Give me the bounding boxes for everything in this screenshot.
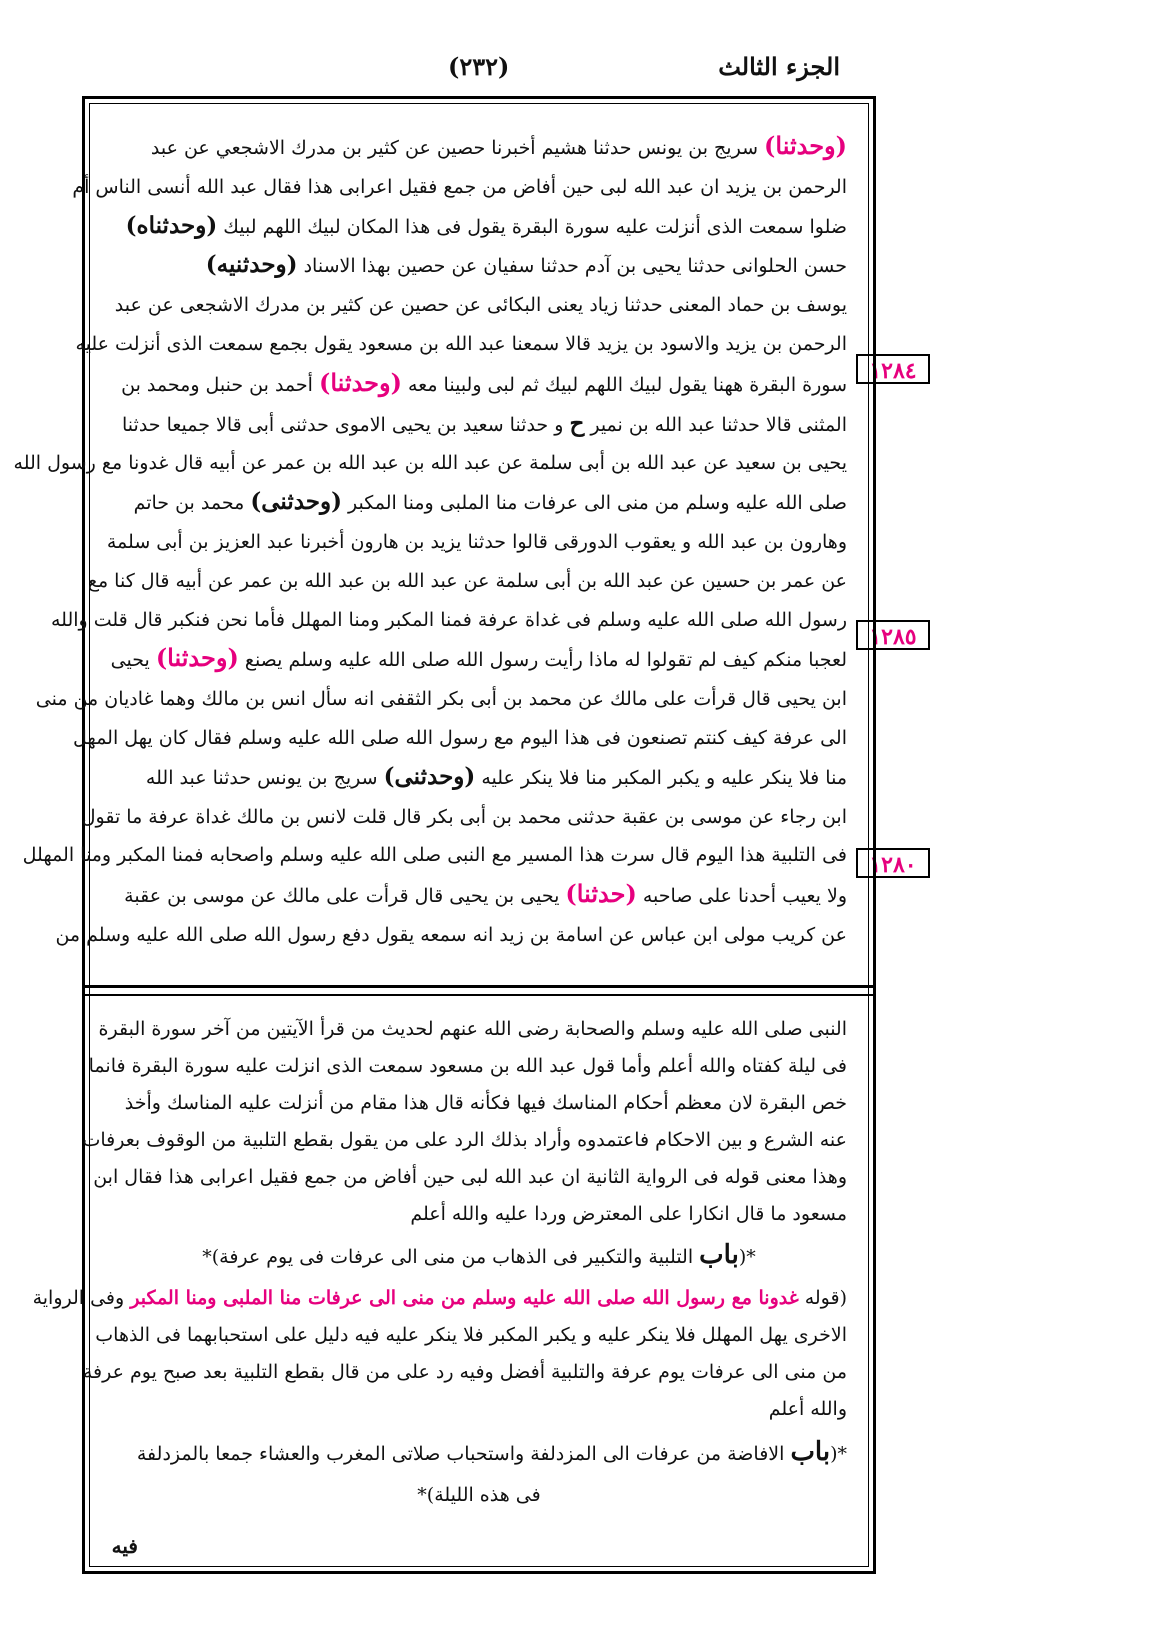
text-line: الرحمن بن يزيد والاسود بن يزيد قالا سمعنا عبد الله بن مسعود يقول بجمع سمعت الذى أنزلت عليه	[75, 332, 847, 355]
text-line: (قوله غدونا مع رسول الله صلى الله عليه وسلم من منى الى عرفات منا الملبى ومنا المكبر وفى الرواية	[32, 1287, 847, 1309]
keyword-haddathani: (وحدثنى)	[383, 762, 476, 790]
keyword-haddathanihi: (وحدثنيه)	[205, 251, 298, 279]
text-line: لعجبا منكم كيف لم تقولوا له ماذا رأيت رسول الله صلى الله عليه وسلم يصنع (وحدثنا) يحيى	[110, 643, 847, 673]
text-line: ضلوا سمعت الذى أنزلت عليه سورة البقرة يقول فى هذا المكان لبيك اللهم لبيك (وحدثناه)	[125, 211, 847, 239]
keyword-haddathana: (حدثنا)	[565, 879, 637, 909]
bab-word: باب	[699, 1240, 739, 1270]
hadith-number-1285: ١٢٨٥	[856, 620, 930, 650]
tahwil-mark: ح	[569, 409, 585, 437]
chapter-heading: *(باب التلبية والتكبير فى الذهاب من منى الى عرفات فى يوم عرفة)*	[202, 1240, 756, 1270]
hadith-text-block	[13, 127, 847, 955]
text-line: سورة البقرة ههنا يقول لبيك اللهم لبيك ثم لبى ولبينا معه (وحدثنا) أحمد بن حنبل ومحمد بن	[121, 367, 847, 397]
text-line: عن كريب مولى ابن عباس عن اسامة بن زيد انه سمعه يقول دفع رسول الله صلى الله عليه وسلم من	[55, 923, 847, 946]
text-line: الى عرفة كيف كنتم تصنعون فى هذا اليوم مع رسول الله صلى الله عليه وسلم فقال كان يهل المهل	[73, 726, 847, 749]
text-line: ابن يحيى قال قرأت على مالك عن محمد بن أبى بكر الثقفى انه سأل انس بن مالك وهما غاديان من منى	[35, 688, 847, 711]
text-line: والله أعلم	[768, 1398, 847, 1420]
chapter-heading-continued: فى هذه الليلة)*	[417, 1484, 541, 1506]
text-line: النبى صلى الله عليه وسلم والصحابة رضى الله عنهم لحديث من قرأ الآيتين من آخر سورة البقرة	[98, 1018, 847, 1040]
text-line: ولا يعيب أحدنا على صاحبه (حدثنا) يحيى بن يحيى قال قرأت على مالك عن موسى بن عقبة	[124, 879, 847, 909]
text-line: يوسف بن حماد المعنى حدثنا زياد يعنى البكائى عن حصين عن كثير بن مدرك الاشجعى عن عبد	[114, 294, 847, 317]
text-line: وهارون بن عبد الله و يعقوب الدورقى قالوا حدثنا يزيد بن هارون أخبرنا عبد العزيز بن أبى سلمة	[106, 530, 847, 553]
text-line: المثنى قالا حدثنا عبد الله بن نمير ح و حدثنا سعيد بن يحيى الاموى حدثنى أبى قالا جميعا حدثنا	[122, 409, 847, 437]
bab-word: باب	[790, 1437, 831, 1467]
text-line: عن عمر بن حسين عن عبد الله بن أبى سلمة عن عبد الله بن عبد الله بن عمر عن أبيه قال كنا مع	[87, 569, 847, 592]
text-line: من منى الى عرفات يوم عرفة والتلبية أفضل وفيه رد على من قال بقطع التلبية بعد صبح يوم عرفة	[82, 1361, 847, 1383]
hadith-number-1284: ١٢٨٤	[856, 354, 930, 384]
page-frame	[13, 96, 876, 1574]
commentary-text-block	[32, 1011, 847, 1518]
page-number: (٢٣٢)	[448, 52, 510, 81]
text-line: خص البقرة لان معظم أحكام المناسك فيها فكأنه قال هذا مقام من أنزلت عليه المناسك وأخذ	[124, 1092, 847, 1114]
text-line: مسعود ما قال انكارا على المعترض وردا عليه والله أعلم	[410, 1203, 847, 1225]
keyword-haddathana: (وحدثنا)	[764, 131, 847, 160]
text-line: الاخرى يهل المهلل فلا ينكر عليه و يكبر المكبر فلا ينكر عليه فيه دليل على استحبابهما فى الذهاب	[95, 1324, 847, 1346]
text-line: عنه الشرع و بين الاحكام فاعتمدوه وأراد بذلك الرد على من يقول بقطع التلبية من الوقوف بعرفات	[82, 1129, 847, 1151]
text-line: (وحدثنا) سريج بن يونس حدثنا هشيم أخبرنا حصين عن كثير بن مدرك الاشجعي عن عبد	[150, 131, 847, 160]
text-line: منا فلا ينكر عليه و يكبر المكبر منا فلا ينكر عليه (وحدثنى) سريج بن يونس حدثنا عبد الله	[145, 762, 847, 790]
page-header	[0, 52, 1158, 92]
catchword: فيه	[111, 1534, 138, 1558]
text-line: حسن الحلوانى حدثنا يحيى بن آدم حدثنا سفيان عن حصين بهذا الاسناد (وحدثنيه)	[205, 251, 847, 279]
text-line: وهذا معنى قوله فى الرواية الثانية ان عبد الله لبى حين أفاض من جمع فقيل اعرابى هذا فقال ابن	[93, 1166, 847, 1188]
quoted-matn: غدونا مع رسول الله صلى الله عليه وسلم من منى الى عرفات منا الملبى ومنا المكبر	[130, 1287, 799, 1309]
text-line: ابن رجاء عن موسى بن عقبة حدثنى محمد بن أبى بكر قال قلت لانس بن مالك غداة عرفة ما تقول	[81, 805, 847, 828]
text-line: الرحمن بن يزيد ان عبد الله لبى حين أفاض من جمع فقيل اعرابى هذا فقال عبد الله أنسى الناس أم	[72, 175, 847, 198]
text-line: فى التلبية هذا اليوم قال سرت هذا المسير مع النبى صلى الله عليه وسلم واصحابه فمنا المكبر ومنا المهلل	[22, 844, 847, 867]
section-divider	[85, 985, 873, 996]
part-title: الجزء الثالث	[718, 52, 840, 81]
hadith-number-1286: ١٢٨٠	[856, 848, 930, 878]
text-line: يحيى بن سعيد عن عبد الله بن أبى سلمة عن عبد الله بن عبد الله بن عمر عن أبيه قال غدونا مع رسول الله	[13, 452, 847, 475]
keyword-haddathana: (وحدثنا)	[318, 367, 402, 397]
keyword-haddathana: (وحدثنا)	[155, 643, 239, 673]
keyword-haddathanahu: (وحدثناه)	[125, 211, 218, 239]
keyword-haddathani: (وحدثنى)	[250, 488, 343, 516]
text-line: فى ليلة كفتاه والله أعلم وأما قول عبد الله بن مسعود سمعت الذى انزلت عليه سورة البقرة فانما	[88, 1055, 847, 1077]
text-line: رسول الله صلى الله عليه وسلم فى غداة عرفة فمنا المكبر ومنا المهلل فأما نحن فنكبر قال قلت والله	[50, 608, 847, 631]
text-line: صلى الله عليه وسلم من منى الى عرفات منا الملبى ومنا المكبر (وحدثنى) محمد بن حاتم	[133, 488, 847, 516]
chapter-heading: *(باب الافاضة من عرفات الى المزدلفة واستحباب صلاتى المغرب والعشاء جمعا بالمزدلفة	[136, 1437, 847, 1467]
